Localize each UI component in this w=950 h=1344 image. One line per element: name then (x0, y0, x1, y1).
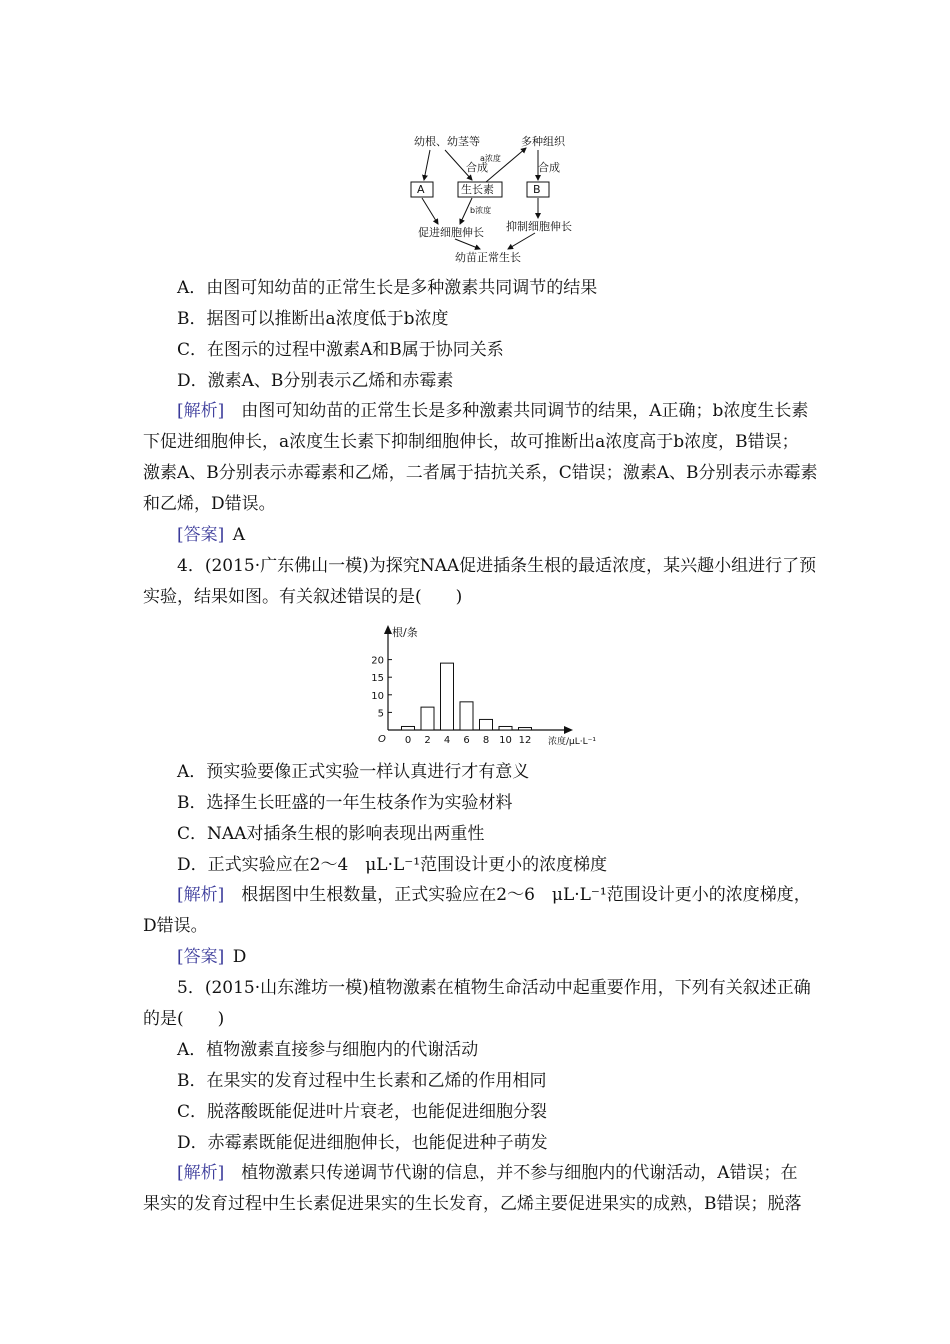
q4-option-b: B．选择生长旺盛的一年生枝条作为实验材料 (177, 793, 513, 813)
bar-0 (402, 726, 415, 730)
q3-analysis-text-1: 由图可知幼苗的正常生长是多种激素共同调节的结果，A正确；b浓度生长素 (241, 401, 809, 421)
arrow-a-to-promote (422, 198, 438, 224)
q5-option-a: A．植物激素直接参与细胞内的代谢活动 (177, 1040, 479, 1060)
x-tick-label: 12 (518, 735, 532, 746)
hormone-regulation-diagram (400, 128, 600, 268)
q5-analysis-tag: [解析] (177, 1163, 225, 1183)
y-tick-label: 5 (377, 708, 384, 720)
y-tick-label: 20 (371, 655, 384, 667)
q3-answer: A (232, 525, 246, 545)
x-tick-label: 8 (482, 735, 490, 746)
y-axis-label: 根/条 (392, 626, 418, 639)
q3-analysis-line-3: 激素A、B分别表示赤霉素和乙烯，二者属于拮抗关系，C错误；激素A、B分别表示赤霉素 (143, 463, 818, 483)
x-tick-label: 10 (499, 735, 512, 746)
label-synthesis-right: 合成 (538, 161, 560, 174)
label-a-concentration: a浓度 (480, 154, 501, 163)
y-tick-label: 15 (371, 673, 384, 685)
q5-stem-line-1: 5．(2015·山东潍坊一模)植物激素在植物生命活动中起重要作用，下列有关叙述正确 (177, 978, 811, 998)
x-tick-label: 2 (424, 735, 431, 746)
origin-label: O (378, 734, 386, 745)
node-promote-elongation: 促进细胞伸长 (418, 226, 484, 239)
q3-option-a: A．由图可知幼苗的正常生长是多种激素共同调节的结果 (177, 278, 598, 298)
box-b-label: B (533, 183, 541, 196)
arrow-root-to-a (424, 150, 430, 180)
q5-analysis-text-1: 植物激素只传递调节代谢的信息，并不参与细胞内的代谢活动，A错误；在 (241, 1163, 798, 1183)
node-various-tissues: 多种组织 (521, 135, 565, 148)
q4-analysis-line-2: D错误。 (143, 916, 208, 936)
arrow-inhibit-to-growth (508, 233, 535, 249)
node-normal-growth: 幼苗正常生长 (455, 251, 521, 264)
q4-analysis-line-1 (177, 884, 811, 906)
x-axis-arrow (564, 726, 573, 734)
label-b-concentration: b浓度 (470, 206, 492, 215)
bar-2 (421, 707, 434, 730)
bar-10 (499, 726, 512, 730)
bar-12 (519, 728, 532, 730)
q4-analysis-text-1: 根据图中生根数量，正式实验应在2～6 μL·L⁻¹范围设计更小的浓度梯度， (241, 885, 811, 905)
q5-analysis-line-1 (177, 1162, 798, 1184)
q4-analysis-tag: [解析] (177, 885, 225, 905)
q3-analysis-tag: [解析] (177, 401, 225, 421)
label-synthesis-left: 合成 (466, 161, 488, 174)
arrow-promote-to-growth (455, 239, 480, 249)
q5-stem-line-2: 的是( ) (143, 1009, 225, 1029)
naa-rooting-bar-chart (370, 622, 620, 752)
q5-analysis-line-2: 果实的发育过程中生长素促进果实的生长发育，乙烯主要促进果实的成熟，B错误；脱落 (143, 1194, 802, 1214)
bar-6 (460, 702, 473, 730)
y-tick-label: 10 (371, 690, 384, 702)
q5-option-c: C．脱落酸既能促进叶片衰老，也能促进细胞分裂 (177, 1102, 548, 1122)
q3-answer-line (177, 524, 245, 546)
q4-stem-line-1: 4．(2015·广东佛山一模)为探究NAA促进插条生根的最适浓度，某兴趣小组进行了预 (177, 556, 817, 576)
q5-option-d: D．赤霉素既能促进细胞伸长，也能促进种子萌发 (177, 1133, 548, 1153)
q4-option-a: A．预实验要像正式实验一样认真进行才有意义 (177, 762, 530, 782)
q3-analysis-line-4: 和乙烯，D错误。 (143, 494, 276, 514)
q4-answer: D (232, 947, 247, 967)
q3-option-c: C．在图示的过程中激素A和B属于协同关系 (177, 340, 504, 360)
x-tick-label: 4 (443, 735, 451, 746)
box-auxin-label: 生长素 (461, 183, 494, 196)
q3-option-b: B．据图可以推断出a浓度低于b浓度 (177, 309, 449, 329)
x-tick-label: 6 (463, 735, 470, 746)
y-axis-arrow (384, 625, 392, 634)
box-a-label: A (417, 183, 425, 196)
q3-answer-tag: [答案] (177, 525, 225, 545)
q3-analysis-line-2: 下促进细胞伸长，a浓度生长素下抑制细胞伸长，故可推断出a浓度高于b浓度，B错误； (143, 432, 799, 452)
x-axis-label: 浓度/μL·L⁻¹ (548, 737, 597, 747)
node-young-root-stem: 幼根、幼茎等 (414, 135, 480, 148)
q4-stem-line-2: 实验，结果如图。有关叙述错误的是( ) (143, 587, 463, 607)
q5-option-b: B．在果实的发育过程中生长素和乙烯的作用相同 (177, 1071, 547, 1091)
q4-answer-line (177, 946, 246, 968)
q4-answer-tag: [答案] (177, 947, 225, 967)
bar-8 (480, 719, 493, 730)
q4-option-d: D．正式实验应在2～4 μL·L⁻¹范围设计更小的浓度梯度 (177, 855, 608, 875)
q3-option-d: D．激素A、B分别表示乙烯和赤霉素 (177, 371, 454, 391)
q3-analysis-line-1 (177, 400, 808, 422)
bar-4 (441, 663, 454, 730)
x-tick-label: 0 (404, 735, 412, 746)
q4-option-c: C．NAA对插条生根的影响表现出两重性 (177, 824, 485, 844)
node-inhibit-elongation: 抑制细胞伸长 (506, 220, 572, 233)
